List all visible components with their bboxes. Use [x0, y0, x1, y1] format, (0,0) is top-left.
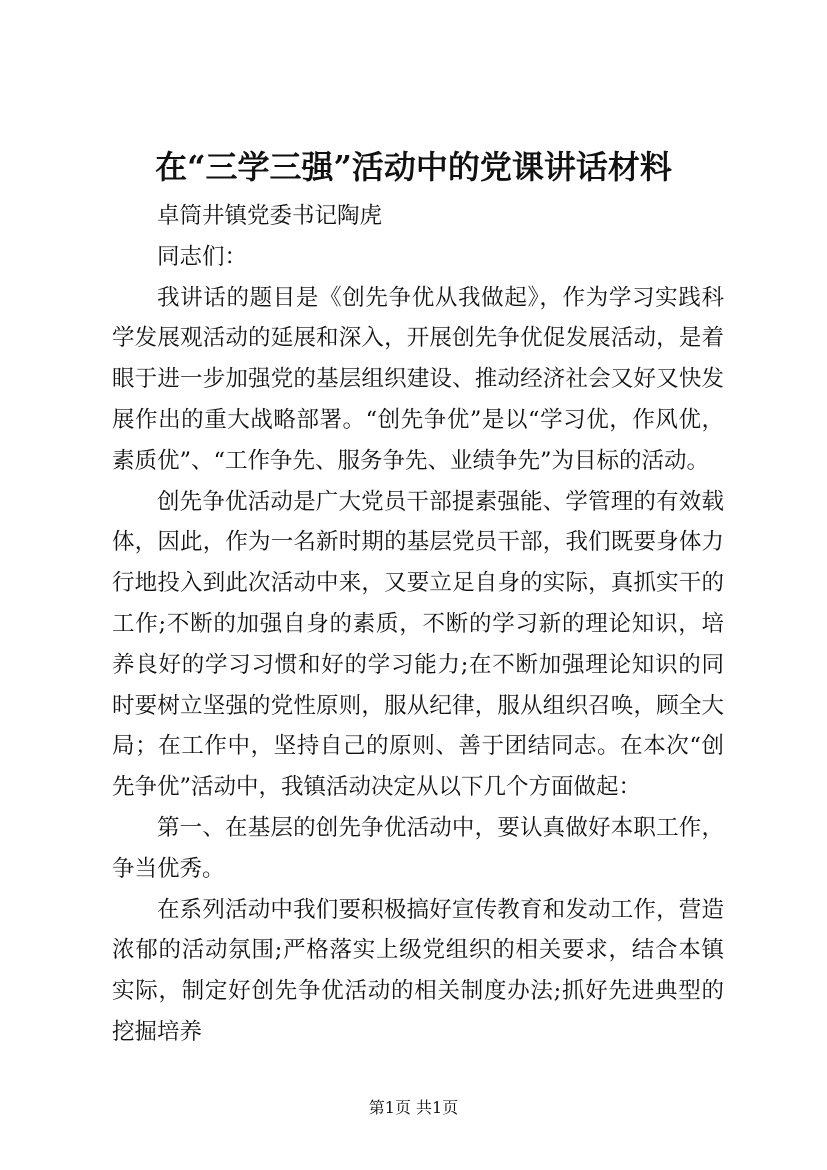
- document-body: [112, 196, 724, 1053]
- author-line: 卓筒井镇党委书记陶虎: [157, 203, 383, 229]
- document-title: 在“三学三强”活动中的党课讲话材料: [155, 148, 672, 186]
- salutation: 同志们：: [157, 243, 248, 270]
- paragraph-1: 我讲话的题目是《创先争优从我做起》，作为学习实践科学发展观活动的延展和深入，开展创先争优促发展活动，是着眼于进一步加强党的基层组织建设、推动经济社会又好又快发展作出的重大战略部署。“创先争优”是以“学习优，作风优，素质优”、“工作争先、服务争先、业绩争先”为目标的活动。: [112, 284, 724, 474]
- paragraph-4: 在系列活动中我们要积极搞好宣传教育和发动工作，营造浓郁的活动氛围;严格落实上级党组织的相关要求，结合本镇实际，制定好创先争优活动的相关制度办法;抓好先进典型的挖掘培养: [112, 896, 724, 1045]
- page-footer: 第1页 共1页: [368, 1098, 459, 1117]
- paragraph-2: 创先争优活动是广大党员干部提素强能、学管理的有效载体，因此，作为一名新时期的基层党员干部，我们既要身体力行地投入到此次活动中来，又要立足自身的实际，真抓实干的工作;不断的加强自身的素质，不断的学习新的理论知识，培养良好的学习习惯和好的学习能力;在不断加强理论知识的同时要树立坚强的党性原则，服从纪律，服从组织召唤，顾全大局；在工作中，坚持自己的原则、善于团结同志。在本次“创先争优”活动中，我镇活动决定从以下几个方面做起：: [112, 488, 724, 801]
- paragraph-3: 第一、在基层的创先争优活动中，要认真做好本职工作，争当优秀。: [112, 814, 724, 882]
